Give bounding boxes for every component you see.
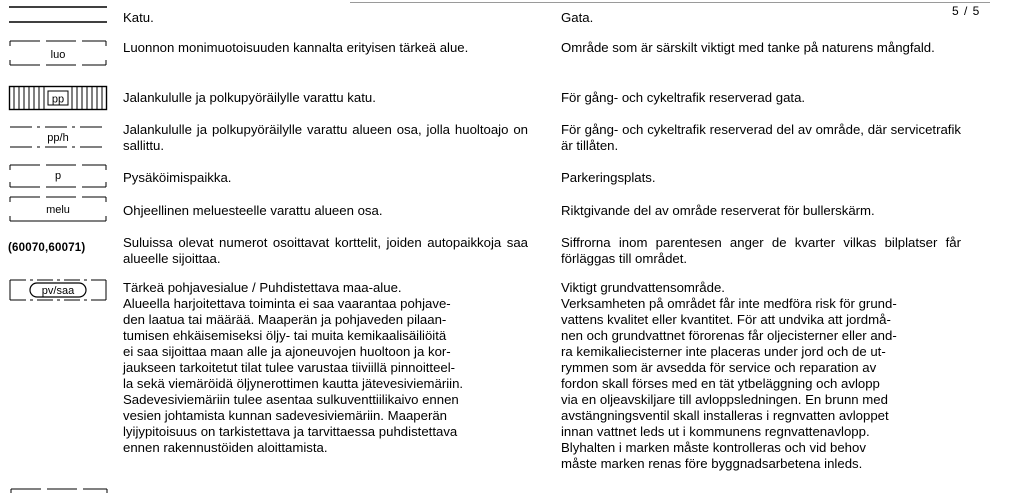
page-number: 5 / 5 — [952, 4, 981, 18]
fi-groundwater-title: Tärkeä pohjavesialue / Puhdistettava maa-alue. — [123, 280, 402, 295]
sv-text-luo: Område som är särskilt viktigt med tanke på naturens mångfald. — [561, 40, 935, 55]
sv-text-block-numbers: Siffrorna inom parentesen anger de kvarter vilkas bilplatser får förläggas till området. — [561, 235, 961, 266]
groundwater-area-symbol — [8, 276, 108, 304]
sv-text-pp: För gång- och cykeltrafik reserverad gata. — [561, 90, 806, 105]
sv-groundwater-title: Viktigt grundvattensområde. — [561, 280, 725, 295]
fi-text-parking: Pysäköimispaikka. — [123, 170, 232, 185]
fi-groundwater-detail: Alueella harjoitettava toiminta ei saa vaarantaa pohjave- den laatua tai määrää. Maaperän ja pohjaveden pilaan- tumisen ehkäisemiseksi öljy- tai muita kemikaalisäiliöitä ei saa sijoittaa maan alle ja ajoneuvojen huoltoon ja kor- jaukseen tarkoitetut tilat tulee varustaa tiiviillä pinnoitteel- la sekä viemäröidä öljynerottimen kautta jätevesiviemäriin. Sadevesiviemäriin tulee asentaa sulkuventtiilikaivo ennen vesien johtamista kunnan sadevesiviemäriin. Maaperän lyijypitoisuus on tarkistettava ja tarvittaessa puhdistettava ennen rakennustöiden aloittamista. — [123, 296, 464, 455]
sv-text-street: Gata. — [561, 10, 594, 25]
legend-row-pp — [0, 84, 1024, 114]
noise-barrier-symbol — [8, 194, 108, 224]
legend-row-pv-saa — [0, 274, 1024, 471]
street-symbol — [8, 2, 108, 28]
fi-text-block-numbers: Suluissa olevat numerot osoittavat korttelit, joiden autopaikkoja saa alueelle sijoittaa. — [123, 235, 528, 266]
pp-h-area-symbol — [8, 122, 108, 152]
fi-text-groundwater — [123, 280, 528, 456]
sv-text-pp-h: För gång- och cykeltrafik reserverad del av område, där servicetrafik är tillåten. — [561, 122, 961, 153]
fi-text-pp-h: Jalankululle ja polkupyöräilylle varattu alueen osa, jolla huoltoajo on sallittu. — [123, 122, 528, 153]
pp-symbol-label: pp — [51, 93, 65, 106]
parking-area-symbol — [8, 162, 108, 190]
sv-text-parking: Parkeringsplats. — [561, 170, 656, 185]
groundwater-symbol-label: pv/saa — [41, 285, 75, 297]
fi-text-luo: Luonnon monimuotoisuuden kannalta erityisen tärkeä alue. — [123, 40, 469, 55]
legend-row-pp-h — [0, 120, 1024, 160]
noise-barrier-symbol-label: melu — [46, 204, 70, 216]
sv-groundwater-detail: Verksamheten på området får inte medföra risk för grund- vattens kvalitet eller kvantitet. För att undvika att jordmå- nen och grundvattnet förorenas får oljecisterner eller and- ra kemikaliecisterner inte placeras under jord och de ut- rymmen som är avsedda för service och reparation av fordon skall förses med en tät ytbeläggning och avlopp via en oljeavskiljare till avloppsledningen. En brunn med avstängningsventil skall installeras i regnvatten avloppet innan vattnet leds ut i kommunens regnvattenavlopp. Blyhalten i marken måste kontrolleras och vid behov måste marken renas före byggnadsarbetena inleds. — [561, 296, 897, 471]
pp-h-symbol-label: pp/h — [47, 132, 69, 144]
parking-symbol-label: p — [54, 170, 62, 182]
legend-row-luo — [0, 36, 1024, 76]
fi-text-noise-barrier: Ohjeellinen meluesteelle varattu alueen osa. — [123, 203, 383, 218]
luo-symbol-label: luo — [50, 49, 66, 61]
legend-row-melu — [0, 192, 1024, 228]
fi-text-street: Katu. — [123, 10, 154, 25]
fi-text-pp: Jalankululle ja polkupyöräilylle varattu katu. — [123, 90, 376, 105]
pp-street-symbol — [8, 85, 108, 111]
legend-row-block-numbers — [0, 232, 1024, 272]
sv-text-noise-barrier: Riktgivande del av område reserverat för bullerskärm. — [561, 203, 875, 218]
luo-area-symbol — [8, 38, 108, 68]
next-symbol-partial — [10, 484, 108, 493]
legend-row-street — [0, 0, 1024, 30]
legend-row-p — [0, 160, 1024, 190]
block-numbers-symbol: (60070,60071) — [8, 242, 86, 254]
sv-text-groundwater — [561, 280, 961, 472]
